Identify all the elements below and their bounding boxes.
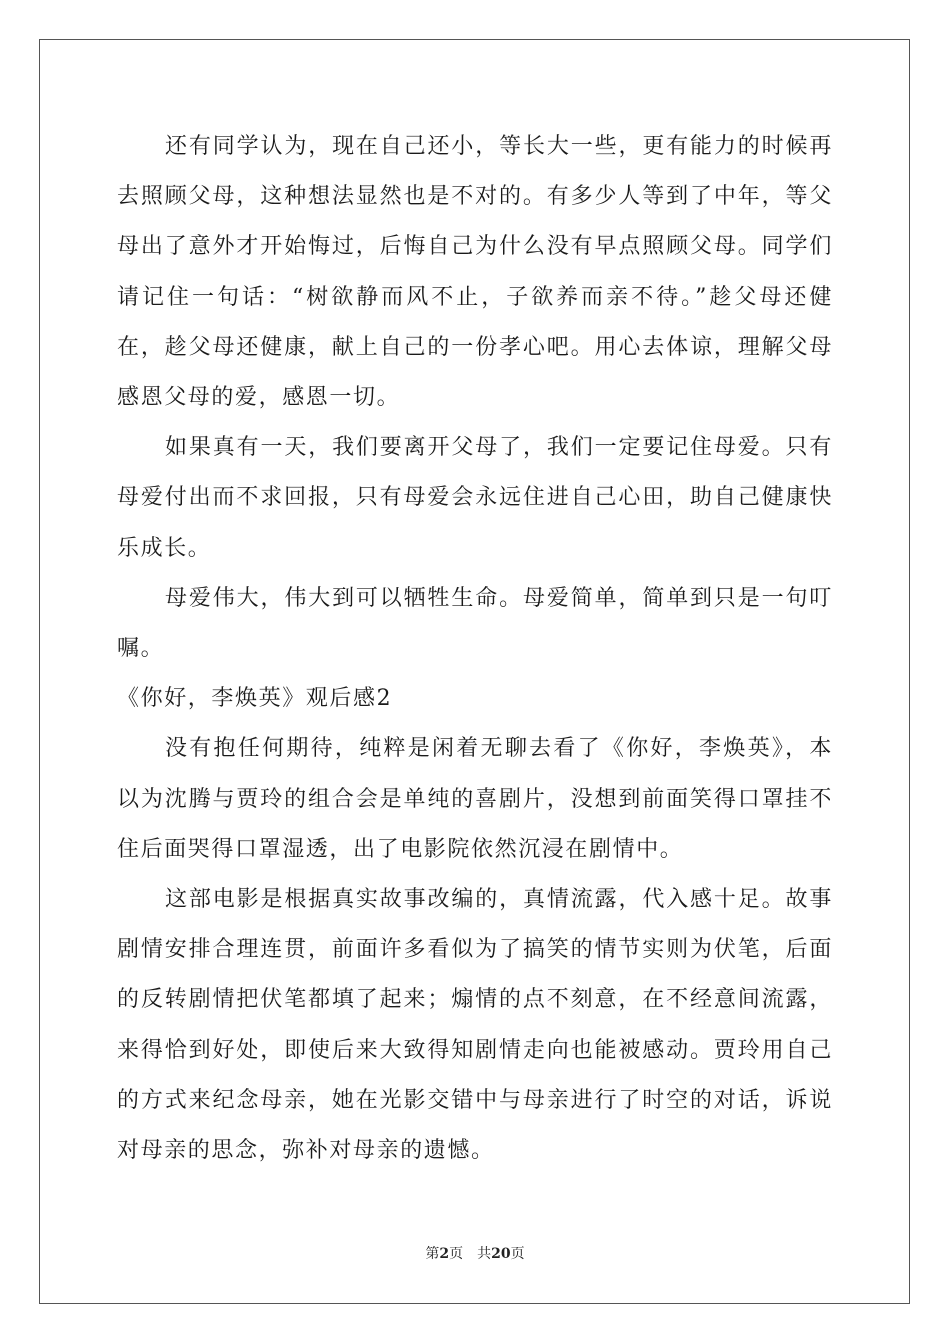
page-suffix: 页 [449, 1246, 464, 1262]
paragraph: 没有抱任何期待，纯粹是闲着无聊去看了《你好，李焕英》，本以为沈腾与贾玲的组合会是单纯的喜剧片，没想到前面笑得口罩挂不住后面哭得口罩湿透，出了电影院依然沉浸在剧情中。 [117, 736, 833, 862]
paragraph: 还有同学认为，现在自己还小，等长大一些，更有能力的时候再去照顾父母，这种想法显然也是不对的。有多少人等到了中年，等父母出了意外才开始悔过，后悔自己为什么没有早点照顾父母。同学们请记住一句话：“树欲静而风不止，子欲养而亲不待。”趁父母还健在，趁父母还健康，献上自己的一份孝心吧。用心去体谅，理解父母感恩父母的爱，感恩一切。 [117, 134, 833, 411]
paragraph: 这部电影是根据真实故事改编的，真情流露，代入感十足。故事剧情安排合理连贯，前面许多看似为了搞笑的情节实则为伏笔，后面的反转剧情把伏笔都填了起来；煽情的点不刻意，在不经意间流露，来得恰到好处，即使后来大致得知剧情走向也能被感动。贾玲用自己的方式来纪念母亲，她在光影交错中与母亲进行了时空的对话，诉说对母亲的思念，弥补对母亲的遗憾。 [117, 887, 833, 1164]
document-body [117, 122, 833, 1176]
paragraph: 母爱伟大，伟大到可以牺牲生命。母爱简单，简单到只是一句叮嘱。 [117, 585, 833, 662]
section-title: 《你好，李焕英》观后感2 [117, 686, 393, 712]
total-suffix: 页 [510, 1246, 525, 1262]
page-prefix: 第 [425, 1246, 440, 1262]
total-pages: 20 [491, 1246, 511, 1262]
paragraph: 如果真有一天，我们要离开父母了，我们一定要记住母爱。只有母爱付出而不求回报，只有母爱会永远住进自己心田，助自己健康快乐成长。 [117, 435, 833, 561]
total-prefix: 共 [477, 1246, 492, 1262]
page-number: 2 [439, 1246, 450, 1262]
page-footer [0, 1244, 950, 1264]
